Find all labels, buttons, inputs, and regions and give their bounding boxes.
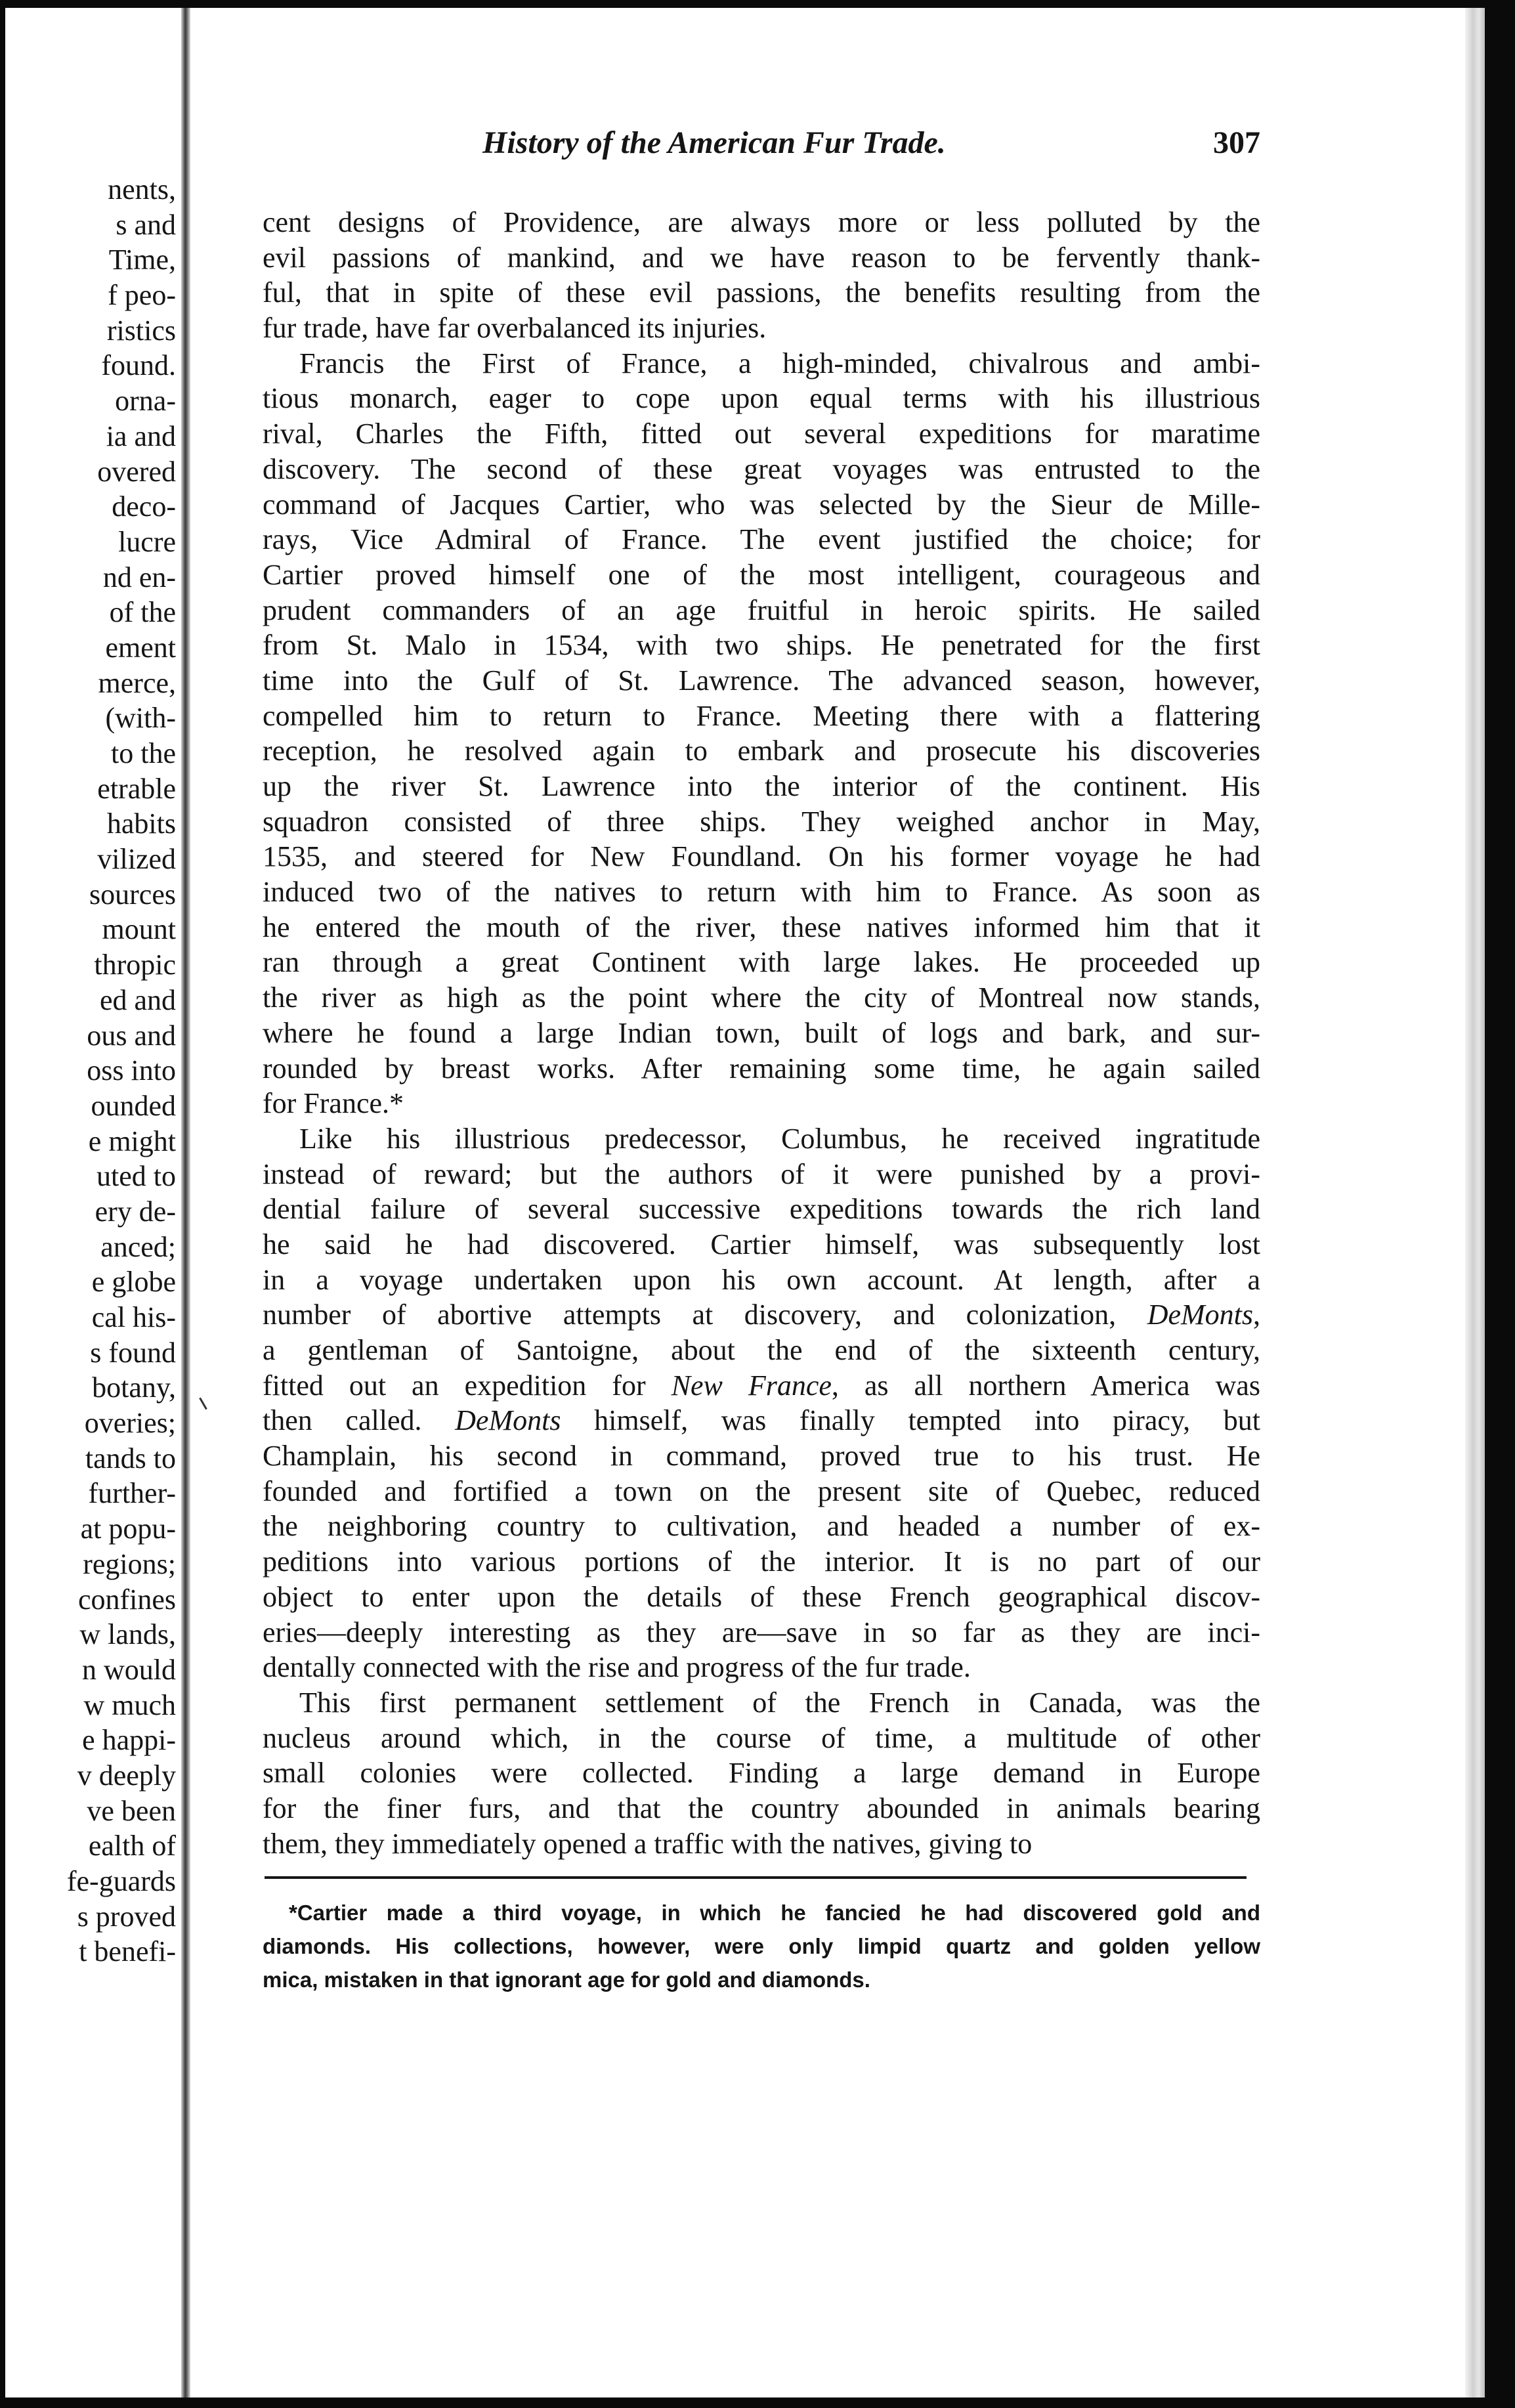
left-page-fragment: vilized <box>97 843 176 876</box>
body-line: founded and fortified a town on the present site of Quebec, reduced <box>263 1474 1260 1507</box>
body-line: for the finer furs, and that the country abounded in animals bearing <box>263 1792 1260 1824</box>
stray-ink-mark <box>199 1398 207 1410</box>
body-line: squadron consisted of three ships. They weighed anchor in May, <box>263 805 1260 838</box>
body-line: peditions into various portions of the interior. It is no part of our <box>263 1545 1260 1578</box>
left-page-fragment: nd en- <box>102 561 176 593</box>
body-line: cent designs of Providence, are always more or less polluted by the <box>263 206 1260 238</box>
body-line: up the river St. Lawrence into the interior of the continent. His <box>263 770 1260 802</box>
body-line: for France.* <box>263 1087 404 1120</box>
left-page-fragment: s found <box>90 1336 176 1369</box>
body-line: small colonies were collected. Finding a large demand in Europe <box>263 1757 1260 1790</box>
left-page-fragment: overies; <box>84 1407 176 1440</box>
scan-border-left <box>0 0 5 2408</box>
body-line: he entered the mouth of the river, these natives informed him that it <box>263 911 1260 943</box>
body-line: then called. DeMonts himself, was finally tempted into piracy, but <box>263 1404 1260 1437</box>
left-page-fragment: lucre <box>118 525 176 558</box>
left-page-fragment: Time, <box>108 244 176 276</box>
body-line: a gentleman of Santoigne, about the end of the sixteenth century, <box>263 1334 1260 1366</box>
body-line: ran through a great Continent with large lakes. He proceeded up <box>263 946 1260 979</box>
body-line: from St. Malo in 1534, with two ships. He penetrated for the first <box>263 629 1260 662</box>
body-line: time into the Gulf of St. Lawrence. The advanced season, however, <box>263 664 1260 697</box>
left-page-fragment: s and <box>116 208 176 241</box>
left-page-fragment: fe-guards <box>66 1865 176 1897</box>
body-line: fitted out an expedition for New France, as all northern America was <box>263 1369 1260 1402</box>
left-page-fragment: e globe <box>91 1266 176 1299</box>
left-page-fragment: to the <box>111 737 176 769</box>
body-line: fur trade, have far overbalanced its injuries. <box>263 312 767 345</box>
left-page-fragment: of the <box>109 596 176 629</box>
left-page-fragment: ement <box>105 631 176 664</box>
left-page-fragment: cal his- <box>91 1301 176 1333</box>
scan-border-right <box>1485 0 1515 2408</box>
left-page-fragment: etrable <box>97 772 176 805</box>
body-line: Cartier proved himself one of the most intelligent, courageous and <box>263 558 1260 591</box>
body-line: evil passions of mankind, and we have reason to be fervently thank- <box>263 241 1260 274</box>
body-line: eries—deeply interesting as they are—save in so far as they are inci- <box>263 1616 1260 1648</box>
left-page-fragment: w lands, <box>79 1618 176 1651</box>
left-page-fragment: oss into <box>87 1054 176 1087</box>
left-page-fragment: t benefi- <box>79 1935 176 1968</box>
left-page-fragment: ous and <box>87 1019 176 1052</box>
left-page-fragment: at popu- <box>80 1513 176 1545</box>
scan-border-top <box>0 0 1515 8</box>
body-line: where he found a large Indian town, built of logs and bark, and sur- <box>263 1016 1260 1049</box>
body-line: 1535, and steered for New Foundland. On his former voyage he had <box>263 840 1260 873</box>
left-page-fragment: further- <box>88 1477 176 1510</box>
body-line: discovery. The second of these great voyages was entrusted to the <box>263 452 1260 485</box>
body-line: instead of reward; but the authors of it were punished by a provi- <box>263 1157 1260 1190</box>
body-line: compelled him to return to France. Meeting there with a flattering <box>263 699 1260 732</box>
body-line: tious monarch, eager to cope upon equal terms with his illustrious <box>263 382 1260 415</box>
body-line: Champlain, his second in command, proved true to his trust. He <box>263 1440 1260 1473</box>
left-page-fragment: overed <box>97 455 176 488</box>
left-page-fragment: ed and <box>99 983 176 1016</box>
left-page-fragment: w much <box>83 1688 176 1721</box>
left-page-fragment: ounded <box>91 1089 176 1122</box>
body-line: rays, Vice Admiral of France. The event justified the choice; for <box>263 523 1260 556</box>
body-line: dentally connected with the rise and progress of the fur trade. <box>263 1651 971 1684</box>
left-page-fragment: e might <box>88 1125 176 1157</box>
left-page-fragments <box>5 172 177 1969</box>
body-line: he said he had discovered. Cartier himself, was subsequently lost <box>263 1228 1260 1260</box>
body-line: them, they immediately opened a traffic with the natives, giving to <box>263 1827 1033 1860</box>
left-page-fragment: ia and <box>106 419 176 452</box>
left-page-fragment: (with- <box>105 702 176 735</box>
page-edge-shadow <box>1465 8 1485 2397</box>
running-title: History of the American Fur Trade. <box>482 125 946 160</box>
left-page-fragment: deco- <box>112 490 176 523</box>
body-line: number of abortive attempts at discovery, and colonization, DeMonts, <box>263 1299 1260 1331</box>
left-page-fragment: f peo- <box>108 279 176 312</box>
left-page-fragment: orna- <box>115 385 176 418</box>
body-line: in a voyage undertaken upon his own account. At length, after a <box>263 1263 1260 1296</box>
body-line: induced two of the natives to return with him to France. As soon as <box>263 876 1260 909</box>
left-page-fragment: s proved <box>77 1900 176 1933</box>
left-page-fragment: mount <box>102 913 176 946</box>
left-page-fragment: habits <box>106 807 176 840</box>
body-line: nucleus around which, in the course of time, a multitude of other <box>263 1721 1260 1754</box>
left-page-fragment: sources <box>89 878 176 911</box>
body-text <box>263 205 1260 1861</box>
running-header <box>263 125 1260 171</box>
left-page-fragment: regions; <box>83 1547 176 1580</box>
page-number: 307 <box>1213 125 1260 160</box>
left-page-fragment: nents, <box>108 173 176 205</box>
body-line: ful, that in spite of these evil passions, the benefits resulting from the <box>263 276 1260 309</box>
body-line: This first permanent settlement of the French in Canada, was the <box>299 1686 1260 1719</box>
left-page-fragment: found. <box>101 349 176 382</box>
left-page-fragment: v deeply <box>77 1759 176 1792</box>
body-line: command of Jacques Cartier, who was selected by the Sieur de Mille- <box>263 488 1260 521</box>
left-page-fragment: ealth of <box>88 1830 176 1862</box>
body-line: Francis the First of France, a high-minded, chivalrous and ambi- <box>299 347 1260 379</box>
left-page-fragment: merce, <box>98 666 176 699</box>
body-line: rival, Charles the Fifth, fitted out several expeditions for maratime <box>263 418 1260 450</box>
body-line: reception, he resolved again to embark and prosecute his discoveries <box>263 735 1260 767</box>
body-line: prudent commanders of an age fruitful in heroic spirits. He sailed <box>263 593 1260 626</box>
left-page-fragment: e happi- <box>82 1724 176 1757</box>
book-gutter <box>181 8 190 2397</box>
left-page-fragment: thropic <box>94 949 176 981</box>
left-page-fragment: ery de- <box>95 1195 176 1228</box>
footnote-rule <box>265 1876 1247 1879</box>
body-line: dential failure of several successive expeditions towards the rich land <box>263 1193 1260 1226</box>
footnote-line: mica, mistaken in that ignorant age for gold and diamonds. <box>263 1967 870 1992</box>
left-page-fragment: ristics <box>106 314 176 347</box>
left-page-fragment: n would <box>82 1653 176 1686</box>
footnote <box>263 1896 1260 1996</box>
left-page-fragment: ve been <box>87 1794 176 1827</box>
body-line: the neighboring country to cultivation, and headed a number of ex- <box>263 1510 1260 1543</box>
left-page-fragment: tands to <box>85 1442 176 1474</box>
body-line: rounded by breast works. After remaining some time, he again sailed <box>263 1052 1260 1085</box>
left-page-fragment: uted to <box>96 1160 176 1193</box>
body-line: Like his illustrious predecessor, Columbus, he received ingratitude <box>299 1122 1260 1155</box>
footnote-line: *Cartier made a third voyage, in which he fancied he had discovered gold and <box>289 1901 1260 1925</box>
footnote-line: diamonds. His collections, however, were only limpid quartz and golden yellow <box>263 1934 1260 1958</box>
body-line: object to enter upon the details of these French geographical discov- <box>263 1580 1260 1613</box>
left-page-fragment: botany, <box>92 1371 176 1404</box>
body-line: the river as high as the point where the city of Montreal now stands, <box>263 981 1260 1014</box>
scan-border-bottom <box>0 2397 1515 2408</box>
left-page-fragment: confines <box>77 1583 176 1616</box>
left-page-fragment: anced; <box>100 1230 176 1263</box>
